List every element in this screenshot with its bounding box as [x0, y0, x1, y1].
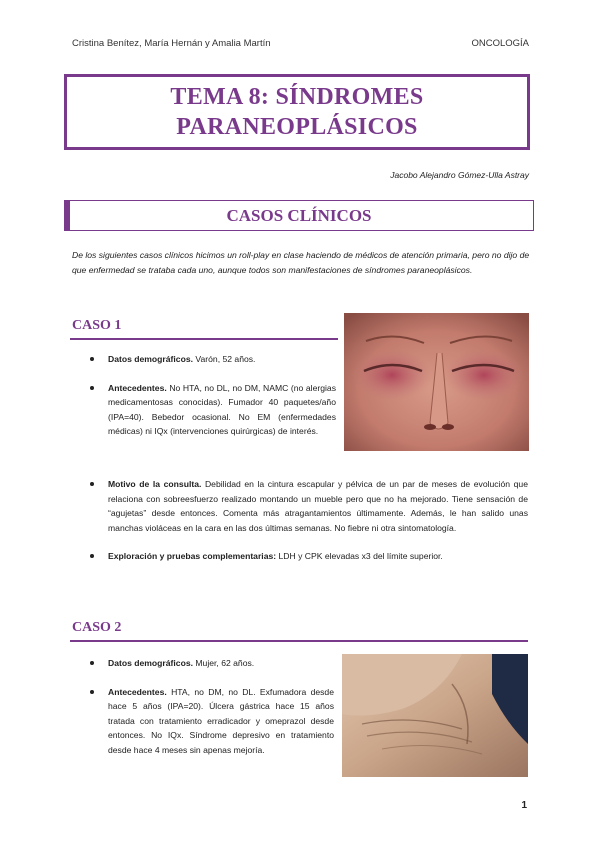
- item-text: Mujer, 62 años.: [193, 658, 255, 668]
- item-label: Datos demográficos.: [108, 354, 194, 364]
- caso2-heading: CASO 2: [72, 620, 122, 635]
- intro-paragraph: De los siguientes casos clínicos hicimos un roll-play en clase haciendo de médicos de atención primaria, pero no dijo de que enfermedad se trataba cada uno, aunque todos son manifestaciones de síndromes paraneoplásicos.: [72, 250, 530, 275]
- item-label: Antecedentes.: [108, 686, 167, 697]
- item-label: Motivo de la consulta.: [108, 479, 202, 489]
- title-line-2: PARANEOPLÁSICOS: [176, 114, 418, 140]
- caso1-underline: [70, 338, 338, 340]
- item-label: Antecedentes.: [108, 382, 167, 393]
- caso2-underline: [70, 640, 528, 642]
- item-text: Varón, 52 años.: [193, 354, 256, 364]
- caso1-list-wide: [88, 477, 528, 578]
- title-line-1: TEMA 8: SÍNDROMES: [170, 84, 424, 110]
- item-label: Datos demográficos.: [108, 658, 194, 668]
- header-subject: ONCOLOGÍA: [471, 38, 529, 49]
- section-title: CASOS CLÍNICOS: [226, 205, 372, 225]
- caso1-list-short: [88, 352, 336, 453]
- page-number: 1: [521, 800, 527, 811]
- title-box: [64, 74, 530, 150]
- item-text: HTA, no DM, no DL. Exfumadora desde hace 5 años (IPA=20). Úlcera gástrica hace 15 años tratada con tratamiento erradicador y omeprazol desde entonces. No IQx. Síndrome depresivo en tratamiento desde hace 4 meses sin apenas mejoría.: [108, 686, 334, 755]
- header-authors: Cristina Benítez, María Hernán y Amalia Martín: [72, 38, 271, 49]
- caso1-face-photo: [344, 313, 529, 451]
- page-header: [72, 38, 529, 49]
- section-heading-box: [64, 200, 534, 231]
- caso2-list: [88, 656, 334, 771]
- item-label: Exploración y pruebas complementarias:: [108, 551, 277, 561]
- caso1-item-reason: [88, 477, 528, 535]
- item-text: Debilidad en la cintura escapular y pélvica de un par de meses de evolución que relaciona con sobreesfuerzo realizado montando un mueble pero que no ha mejorado. Tiene sensación de “agujetas” desde entonces. Comenta más atragantamientos últimamente. Además, le han salido unas manchas violáceas en la cara en las dos últimas semanas. No fiebre ni otra sintomatología.: [108, 479, 528, 533]
- caso2-item-history: [88, 685, 334, 758]
- caso1-item-demographics: [88, 352, 336, 367]
- caso2-item-demographics: [88, 656, 334, 671]
- author-name: Jacobo Alejandro Gómez-Ulla Astray: [390, 170, 529, 180]
- caso2-neck-photo: [342, 654, 528, 777]
- caso1-item-history: [88, 381, 336, 439]
- caso1-item-exploration: [88, 549, 528, 564]
- item-text: No HTA, no DL, no DM, NAMC (no alergias medicamentosas conocidas). Fumador 40 paquetes/año (IPA=40). Bebedor ocasional. No EM (enfermedades médicas) ni IQx (intervenciones quirúrgicas) de interés.: [108, 382, 336, 436]
- caso1-heading: CASO 1: [72, 318, 122, 333]
- item-text: LDH y CPK elevadas x3 del límite superior.: [276, 551, 443, 561]
- section-accent-bar: [65, 201, 70, 230]
